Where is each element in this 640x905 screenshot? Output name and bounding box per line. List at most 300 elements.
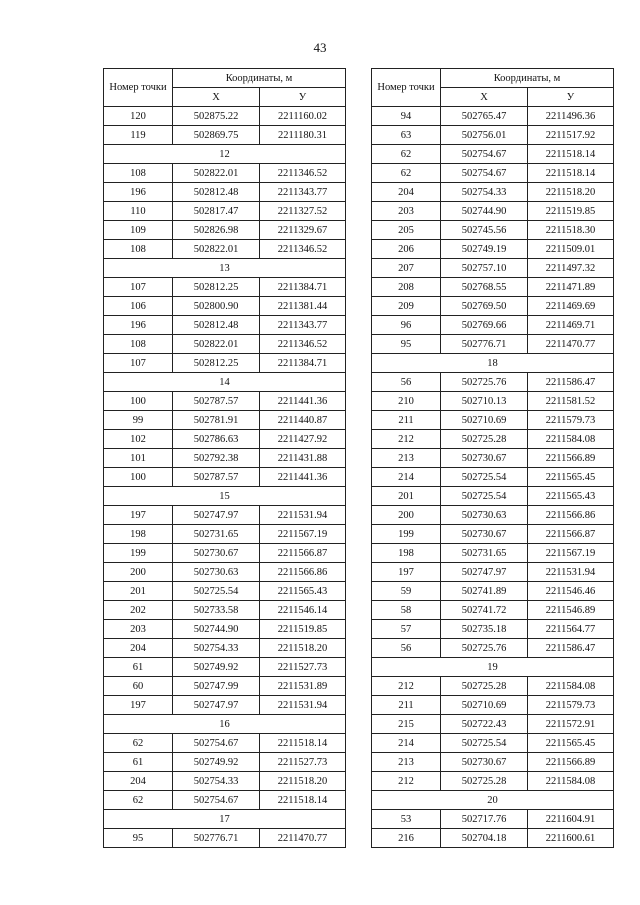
header-point-number: Номер точки	[104, 69, 173, 107]
y-coordinate-cell: 2211497.32	[528, 259, 614, 278]
table-row	[104, 639, 346, 658]
x-coordinate-cell: 502826.98	[173, 221, 260, 240]
header-y: У	[528, 88, 614, 107]
y-coordinate-cell: 2211471.89	[528, 278, 614, 297]
point-number-cell: 62	[372, 164, 441, 183]
coordinates-table-right	[371, 68, 614, 848]
x-coordinate-cell: 502710.69	[441, 411, 528, 430]
header-coordinates: Координаты, м	[173, 69, 346, 88]
point-number-cell: 99	[104, 411, 173, 430]
table-row	[372, 202, 614, 221]
point-number-cell: 201	[372, 487, 441, 506]
y-coordinate-cell: 2211160.02	[260, 107, 346, 126]
coordinates-table-left	[103, 68, 346, 848]
x-coordinate-cell: 502725.54	[441, 487, 528, 506]
point-number-cell: 213	[372, 449, 441, 468]
page-number: 43	[313, 40, 327, 55]
point-number-cell: 109	[104, 221, 173, 240]
section-row	[104, 810, 346, 829]
point-number-cell: 207	[372, 259, 441, 278]
table-row	[372, 715, 614, 734]
header-y: У	[260, 88, 346, 107]
x-coordinate-cell: 502747.99	[173, 677, 260, 696]
y-coordinate-cell: 2211327.52	[260, 202, 346, 221]
x-coordinate-cell: 502822.01	[173, 240, 260, 259]
table-row	[104, 677, 346, 696]
table-row	[372, 734, 614, 753]
point-number-cell: 214	[372, 468, 441, 487]
point-number-cell: 212	[372, 677, 441, 696]
table-row	[104, 563, 346, 582]
point-number-cell: 108	[104, 240, 173, 259]
x-coordinate-cell: 502725.54	[441, 468, 528, 487]
table-row	[104, 164, 346, 183]
x-coordinate-cell: 502744.90	[441, 202, 528, 221]
y-coordinate-cell: 2211518.20	[260, 772, 346, 791]
section-number: 13	[104, 259, 346, 278]
y-coordinate-cell: 2211565.43	[260, 582, 346, 601]
table-row	[104, 278, 346, 297]
point-number-cell: 197	[104, 696, 173, 715]
y-coordinate-cell: 2211518.14	[528, 164, 614, 183]
y-coordinate-cell: 2211531.89	[260, 677, 346, 696]
table-row	[372, 620, 614, 639]
table-row	[372, 601, 614, 620]
section-number: 12	[104, 145, 346, 164]
point-number-cell: 96	[372, 316, 441, 335]
table-row	[104, 392, 346, 411]
table-row	[372, 259, 614, 278]
y-coordinate-cell: 2211531.94	[528, 563, 614, 582]
x-coordinate-cell: 502730.63	[441, 506, 528, 525]
y-coordinate-cell: 2211470.77	[528, 335, 614, 354]
point-number-cell: 212	[372, 430, 441, 449]
y-coordinate-cell: 2211531.94	[260, 506, 346, 525]
y-coordinate-cell: 2211579.73	[528, 411, 614, 430]
table-row	[104, 335, 346, 354]
y-coordinate-cell: 2211346.52	[260, 164, 346, 183]
y-coordinate-cell: 2211343.77	[260, 183, 346, 202]
point-number-cell: 57	[372, 620, 441, 639]
y-coordinate-cell: 2211509.01	[528, 240, 614, 259]
x-coordinate-cell: 502725.28	[441, 677, 528, 696]
x-coordinate-cell: 502717.76	[441, 810, 528, 829]
y-coordinate-cell: 2211565.45	[528, 468, 614, 487]
x-coordinate-cell: 502822.01	[173, 164, 260, 183]
x-coordinate-cell: 502730.67	[441, 525, 528, 544]
x-coordinate-cell: 502722.43	[441, 715, 528, 734]
y-coordinate-cell: 2211600.61	[528, 829, 614, 848]
point-number-cell: 203	[104, 620, 173, 639]
x-coordinate-cell: 502731.65	[173, 525, 260, 544]
table-row	[104, 221, 346, 240]
table-row	[104, 620, 346, 639]
y-coordinate-cell: 2211427.92	[260, 430, 346, 449]
y-coordinate-cell: 2211518.14	[260, 734, 346, 753]
point-number-cell: 61	[104, 658, 173, 677]
y-coordinate-cell: 2211584.08	[528, 772, 614, 791]
table-row	[372, 411, 614, 430]
point-number-cell: 62	[104, 791, 173, 810]
x-coordinate-cell: 502725.76	[441, 639, 528, 658]
header-coordinates: Координаты, м	[441, 69, 614, 88]
y-coordinate-cell: 2211519.85	[260, 620, 346, 639]
table-row	[372, 183, 614, 202]
point-number-cell: 106	[104, 297, 173, 316]
x-coordinate-cell: 502749.19	[441, 240, 528, 259]
table-row	[372, 753, 614, 772]
x-coordinate-cell: 502800.90	[173, 297, 260, 316]
table-row	[372, 126, 614, 145]
x-coordinate-cell: 502710.69	[441, 696, 528, 715]
table-row	[372, 506, 614, 525]
section-number: 17	[104, 810, 346, 829]
y-coordinate-cell: 2211469.71	[528, 316, 614, 335]
table-row	[372, 392, 614, 411]
y-coordinate-cell: 2211572.91	[528, 715, 614, 734]
x-coordinate-cell: 502747.97	[441, 563, 528, 582]
x-coordinate-cell: 502822.01	[173, 335, 260, 354]
y-coordinate-cell: 2211566.87	[528, 525, 614, 544]
point-number-cell: 107	[104, 354, 173, 373]
table-row	[104, 829, 346, 848]
x-coordinate-cell: 502704.18	[441, 829, 528, 848]
table-row	[104, 297, 346, 316]
table-row	[372, 829, 614, 848]
x-coordinate-cell: 502735.18	[441, 620, 528, 639]
point-number-cell: 199	[104, 544, 173, 563]
section-row	[372, 354, 614, 373]
point-number-cell: 203	[372, 202, 441, 221]
y-coordinate-cell: 2211518.14	[528, 145, 614, 164]
y-coordinate-cell: 2211517.92	[528, 126, 614, 145]
x-coordinate-cell: 502787.57	[173, 392, 260, 411]
y-coordinate-cell: 2211180.31	[260, 126, 346, 145]
table-right-body	[372, 107, 614, 848]
x-coordinate-cell: 502786.63	[173, 430, 260, 449]
x-coordinate-cell: 502730.67	[173, 544, 260, 563]
table-row	[104, 506, 346, 525]
point-number-cell: 56	[372, 373, 441, 392]
table-row	[104, 658, 346, 677]
table-row	[104, 772, 346, 791]
table-left-body	[104, 107, 346, 848]
x-coordinate-cell: 502725.54	[173, 582, 260, 601]
table-row	[372, 107, 614, 126]
y-coordinate-cell: 2211604.91	[528, 810, 614, 829]
point-number-cell: 212	[372, 772, 441, 791]
table-row	[104, 468, 346, 487]
x-coordinate-cell: 502812.25	[173, 354, 260, 373]
table-row	[372, 449, 614, 468]
y-coordinate-cell: 2211440.87	[260, 411, 346, 430]
point-number-cell: 100	[104, 392, 173, 411]
y-coordinate-cell: 2211470.77	[260, 829, 346, 848]
header-point-number: Номер точки	[372, 69, 441, 107]
y-coordinate-cell: 2211518.14	[260, 791, 346, 810]
y-coordinate-cell: 2211546.46	[528, 582, 614, 601]
x-coordinate-cell: 502812.48	[173, 316, 260, 335]
point-number-cell: 108	[104, 164, 173, 183]
point-number-cell: 215	[372, 715, 441, 734]
point-number-cell: 56	[372, 639, 441, 658]
table-row	[104, 791, 346, 810]
point-number-cell: 63	[372, 126, 441, 145]
point-number-cell: 108	[104, 335, 173, 354]
point-number-cell: 59	[372, 582, 441, 601]
point-number-cell: 209	[372, 297, 441, 316]
x-coordinate-cell: 502725.76	[441, 373, 528, 392]
y-coordinate-cell: 2211566.89	[528, 753, 614, 772]
x-coordinate-cell: 502817.47	[173, 202, 260, 221]
point-number-cell: 53	[372, 810, 441, 829]
x-coordinate-cell: 502733.58	[173, 601, 260, 620]
point-number-cell: 202	[104, 601, 173, 620]
point-number-cell: 210	[372, 392, 441, 411]
point-number-cell: 94	[372, 107, 441, 126]
point-number-cell: 197	[104, 506, 173, 525]
table-row	[372, 582, 614, 601]
section-row	[372, 658, 614, 677]
table-row	[104, 240, 346, 259]
section-row	[104, 373, 346, 392]
section-number: 15	[104, 487, 346, 506]
x-coordinate-cell: 502769.66	[441, 316, 528, 335]
table-row	[372, 221, 614, 240]
point-number-cell: 100	[104, 468, 173, 487]
y-coordinate-cell: 2211586.47	[528, 639, 614, 658]
point-number-cell: 200	[104, 563, 173, 582]
x-coordinate-cell: 502754.67	[441, 145, 528, 164]
point-number-cell: 213	[372, 753, 441, 772]
point-number-cell: 198	[372, 544, 441, 563]
y-coordinate-cell: 2211518.20	[528, 183, 614, 202]
section-number: 18	[372, 354, 614, 373]
table-row	[104, 183, 346, 202]
point-number-cell: 204	[372, 183, 441, 202]
x-coordinate-cell: 502725.28	[441, 772, 528, 791]
x-coordinate-cell: 502869.75	[173, 126, 260, 145]
x-coordinate-cell: 502776.71	[173, 829, 260, 848]
x-coordinate-cell: 502754.67	[173, 734, 260, 753]
x-coordinate-cell: 502730.67	[441, 449, 528, 468]
table-row	[372, 373, 614, 392]
table-row	[372, 772, 614, 791]
table-row	[372, 487, 614, 506]
table-row	[372, 145, 614, 164]
point-number-cell: 107	[104, 278, 173, 297]
table-row	[104, 544, 346, 563]
y-coordinate-cell: 2211527.73	[260, 658, 346, 677]
y-coordinate-cell: 2211566.86	[260, 563, 346, 582]
table-row	[372, 544, 614, 563]
section-row	[104, 145, 346, 164]
table-row	[104, 601, 346, 620]
point-number-cell: 95	[104, 829, 173, 848]
x-coordinate-cell: 502730.63	[173, 563, 260, 582]
x-coordinate-cell: 502875.22	[173, 107, 260, 126]
point-number-cell: 211	[372, 696, 441, 715]
table-row	[372, 696, 614, 715]
x-coordinate-cell: 502710.13	[441, 392, 528, 411]
table-row	[372, 563, 614, 582]
table-row	[104, 753, 346, 772]
section-number: 20	[372, 791, 614, 810]
x-coordinate-cell: 502749.92	[173, 658, 260, 677]
y-coordinate-cell: 2211564.77	[528, 620, 614, 639]
x-coordinate-cell: 502776.71	[441, 335, 528, 354]
table-row	[372, 297, 614, 316]
y-coordinate-cell: 2211518.20	[260, 639, 346, 658]
y-coordinate-cell: 2211518.30	[528, 221, 614, 240]
section-row	[104, 715, 346, 734]
point-number-cell: 201	[104, 582, 173, 601]
x-coordinate-cell: 502749.92	[173, 753, 260, 772]
y-coordinate-cell: 2211527.73	[260, 753, 346, 772]
section-number: 19	[372, 658, 614, 677]
y-coordinate-cell: 2211546.14	[260, 601, 346, 620]
point-number-cell: 204	[104, 639, 173, 658]
point-number-cell: 95	[372, 335, 441, 354]
y-coordinate-cell: 2211566.86	[528, 506, 614, 525]
point-number-cell: 196	[104, 316, 173, 335]
point-number-cell: 206	[372, 240, 441, 259]
x-coordinate-cell: 502768.55	[441, 278, 528, 297]
y-coordinate-cell: 2211431.88	[260, 449, 346, 468]
x-coordinate-cell: 502741.72	[441, 601, 528, 620]
section-number: 16	[104, 715, 346, 734]
y-coordinate-cell: 2211384.71	[260, 354, 346, 373]
y-coordinate-cell: 2211346.52	[260, 240, 346, 259]
y-coordinate-cell: 2211496.36	[528, 107, 614, 126]
x-coordinate-cell: 502754.33	[441, 183, 528, 202]
table-row	[372, 240, 614, 259]
table-row	[104, 316, 346, 335]
x-coordinate-cell: 502754.33	[173, 639, 260, 658]
point-number-cell: 102	[104, 430, 173, 449]
point-number-cell: 61	[104, 753, 173, 772]
y-coordinate-cell: 2211346.52	[260, 335, 346, 354]
table-row	[372, 316, 614, 335]
y-coordinate-cell: 2211441.36	[260, 392, 346, 411]
x-coordinate-cell: 502781.91	[173, 411, 260, 430]
table-row	[372, 468, 614, 487]
section-row	[372, 791, 614, 810]
table-row	[372, 430, 614, 449]
point-number-cell: 198	[104, 525, 173, 544]
y-coordinate-cell: 2211584.08	[528, 430, 614, 449]
y-coordinate-cell: 2211586.47	[528, 373, 614, 392]
x-coordinate-cell: 502741.89	[441, 582, 528, 601]
point-number-cell: 110	[104, 202, 173, 221]
x-coordinate-cell: 502754.67	[173, 791, 260, 810]
y-coordinate-cell: 2211343.77	[260, 316, 346, 335]
x-coordinate-cell: 502754.67	[441, 164, 528, 183]
x-coordinate-cell: 502754.33	[173, 772, 260, 791]
x-coordinate-cell: 502747.97	[173, 506, 260, 525]
x-coordinate-cell: 502725.28	[441, 430, 528, 449]
x-coordinate-cell: 502769.50	[441, 297, 528, 316]
point-number-cell: 60	[104, 677, 173, 696]
table-row	[104, 525, 346, 544]
point-number-cell: 199	[372, 525, 441, 544]
section-row	[104, 487, 346, 506]
table-row	[372, 525, 614, 544]
table-row	[104, 354, 346, 373]
x-coordinate-cell: 502812.25	[173, 278, 260, 297]
header-x: X	[441, 88, 528, 107]
y-coordinate-cell: 2211567.19	[260, 525, 346, 544]
x-coordinate-cell: 502730.67	[441, 753, 528, 772]
point-number-cell: 196	[104, 183, 173, 202]
point-number-cell: 204	[104, 772, 173, 791]
y-coordinate-cell: 2211469.69	[528, 297, 614, 316]
header-x: X	[173, 88, 260, 107]
table-row	[104, 411, 346, 430]
table-row	[104, 202, 346, 221]
point-number-cell: 197	[372, 563, 441, 582]
y-coordinate-cell: 2211567.19	[528, 544, 614, 563]
y-coordinate-cell: 2211546.89	[528, 601, 614, 620]
x-coordinate-cell: 502792.38	[173, 449, 260, 468]
y-coordinate-cell: 2211381.44	[260, 297, 346, 316]
x-coordinate-cell: 502725.54	[441, 734, 528, 753]
table-row	[104, 126, 346, 145]
table-row	[104, 430, 346, 449]
point-number-cell: 62	[104, 734, 173, 753]
table-row	[104, 734, 346, 753]
table-row	[372, 335, 614, 354]
table-row	[372, 677, 614, 696]
point-number-cell: 58	[372, 601, 441, 620]
y-coordinate-cell: 2211519.85	[528, 202, 614, 221]
point-number-cell: 214	[372, 734, 441, 753]
point-number-cell: 120	[104, 107, 173, 126]
y-coordinate-cell: 2211566.87	[260, 544, 346, 563]
y-coordinate-cell: 2211441.36	[260, 468, 346, 487]
point-number-cell: 119	[104, 126, 173, 145]
y-coordinate-cell: 2211531.94	[260, 696, 346, 715]
x-coordinate-cell: 502745.56	[441, 221, 528, 240]
x-coordinate-cell: 502756.01	[441, 126, 528, 145]
x-coordinate-cell: 502787.57	[173, 468, 260, 487]
x-coordinate-cell: 502765.47	[441, 107, 528, 126]
point-number-cell: 200	[372, 506, 441, 525]
point-number-cell: 62	[372, 145, 441, 164]
point-number-cell: 208	[372, 278, 441, 297]
y-coordinate-cell: 2211565.43	[528, 487, 614, 506]
x-coordinate-cell: 502812.48	[173, 183, 260, 202]
point-number-cell: 211	[372, 411, 441, 430]
table-row	[104, 582, 346, 601]
y-coordinate-cell: 2211581.52	[528, 392, 614, 411]
table-row	[104, 449, 346, 468]
x-coordinate-cell: 502757.10	[441, 259, 528, 278]
x-coordinate-cell: 502744.90	[173, 620, 260, 639]
y-coordinate-cell: 2211579.73	[528, 696, 614, 715]
y-coordinate-cell: 2211565.45	[528, 734, 614, 753]
point-number-cell: 101	[104, 449, 173, 468]
table-row	[372, 164, 614, 183]
x-coordinate-cell: 502731.65	[441, 544, 528, 563]
y-coordinate-cell: 2211566.89	[528, 449, 614, 468]
y-coordinate-cell: 2211329.67	[260, 221, 346, 240]
point-number-cell: 205	[372, 221, 441, 240]
y-coordinate-cell: 2211384.71	[260, 278, 346, 297]
table-row	[372, 639, 614, 658]
x-coordinate-cell: 502747.97	[173, 696, 260, 715]
point-number-cell: 216	[372, 829, 441, 848]
